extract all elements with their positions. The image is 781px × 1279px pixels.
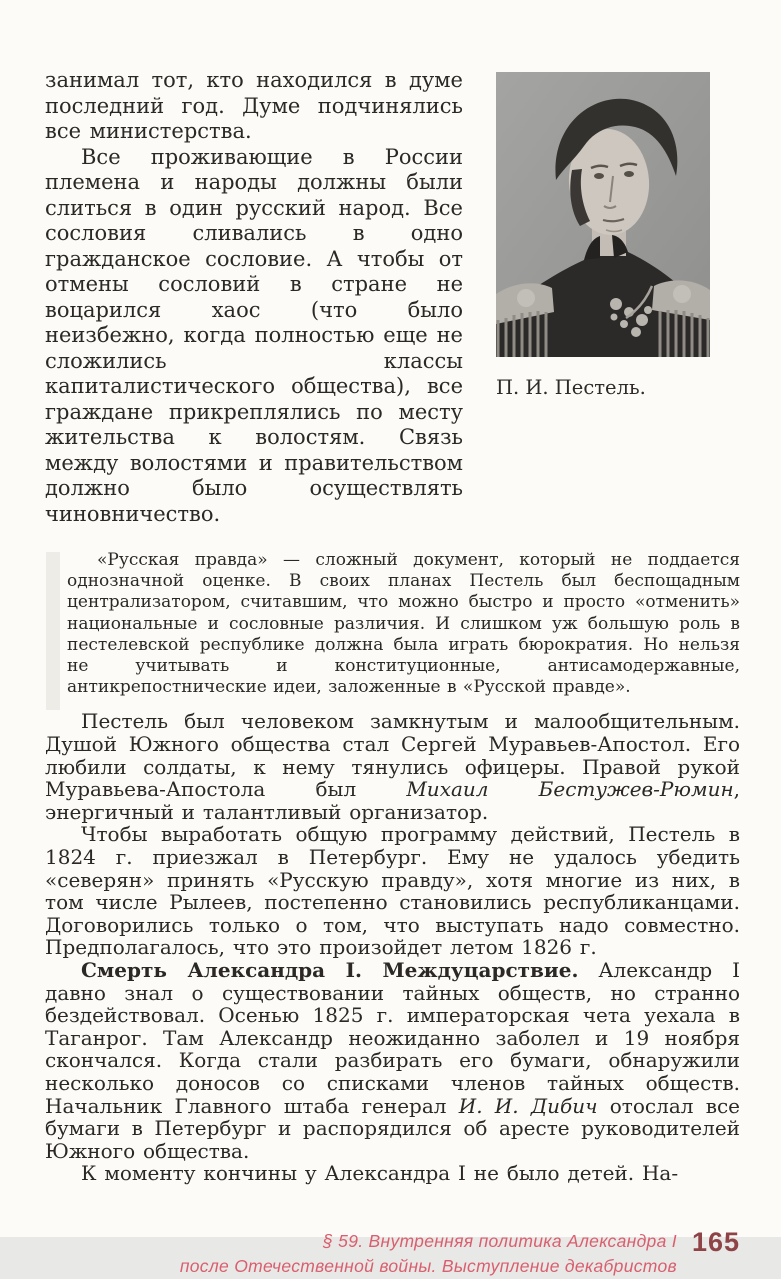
- quote-block: [67, 550, 740, 698]
- paragraph-program-1824: Чтобы выработать общую программу действий, Пестель в 1824 г. приезжал в Петербург. Ему не удалось убедить «северян» принять «Русскую правду», хотя многие из них, в том числе Рылеев, постепенно становились республиканцами. Договорились только о том, что выступать надо совместно. Предполагалось, что это произойдет летом 1826 г.: [45, 822, 740, 960]
- text-run: Пестель был человеком замкнутым и малообщительным. Душой Южного общества стал Сергей Муравьев-Апостол. Его любили солдаты, к нему тянулись офицеры. Правой рукой Муравьева-Апостола был: [45, 709, 740, 802]
- page-footer: [45, 1226, 740, 1279]
- paragraph-death-of-alexander: [45, 959, 740, 1162]
- top-section: [45, 68, 740, 527]
- portrait-engraving-icon: [496, 72, 710, 357]
- pestel-portrait-image: [496, 72, 710, 357]
- quote-russkaya-pravda: «Русская правда» — сложный документ, который не поддается однозначной оценке. В своих планах Пестель был беспощадным централизатором, считавшим, что можно быстро и просто «отменить» национальные и сословные различия. И слишком уж большую роль в пестелевской республике должна была играть бюрократия. Но нельзя не учитывать и конституционные, антисамодержавные, антикрепостнические идеи, заложенные в «Русской правде».: [67, 550, 740, 698]
- running-title-line1: § 59. Внутренняя политика Александра I: [322, 1230, 677, 1251]
- portrait-figure: [496, 68, 740, 527]
- running-title-line2: после Отечественной войны. Выступление декабристов: [179, 1255, 677, 1276]
- page-number: 165: [691, 1226, 740, 1257]
- person-name-italic: Михаил Бестужев-Рюмин: [406, 777, 734, 802]
- portrait-caption: П. И. Пестель.: [496, 376, 646, 399]
- person-name-italic: И. И. Дибич: [458, 1093, 598, 1118]
- text-run: Александр I давно знал о существовании тайных обществ, но странно бездействовал. Осенью 1825 г. императорская чета уехала в Таганрог. Там Александр неожиданно заболел и 19 ноября скончался. Когда стали разбирать его бумаги, обнаружили несколько доносов со списками членов тайных обществ. Начальник Главного штаба генерал: [45, 957, 741, 1118]
- paragraph-duma-continuation: занимал тот, кто находился в думе последний год. Думе подчинялись все министерства.: [45, 68, 463, 143]
- section-lead-bold: Смерть Александра I. Междуцарствие.: [81, 957, 579, 982]
- text-run: , энергичный и талантливый организатор.: [45, 777, 740, 824]
- text-run: отослал все бумаги в Петербург и распорядился об аресте руководителей Южного общества.: [45, 1093, 740, 1163]
- paragraph-pestel-character: [45, 710, 740, 823]
- text-column: [45, 68, 463, 527]
- paragraph-merging-estates: Все проживающие в России племена и народы должны были слиться в один русский народ. Все сословия сливались в одно гражданское сословие. А чтобы от отмены сословий в стране не воцарился хаос (что было неизбежно, когда полностью еще не сложились классы капиталистического общества), все граждане прикреплялись по месту жительства к волостям. Связь между волостями и правительством должно было осуществлять чиновничество.: [45, 144, 463, 526]
- paragraph-no-children: К моменту кончины у Александра I не было детей. На-: [81, 1161, 679, 1186]
- quote-marker-bar: [46, 552, 60, 710]
- running-title: [45, 1229, 679, 1279]
